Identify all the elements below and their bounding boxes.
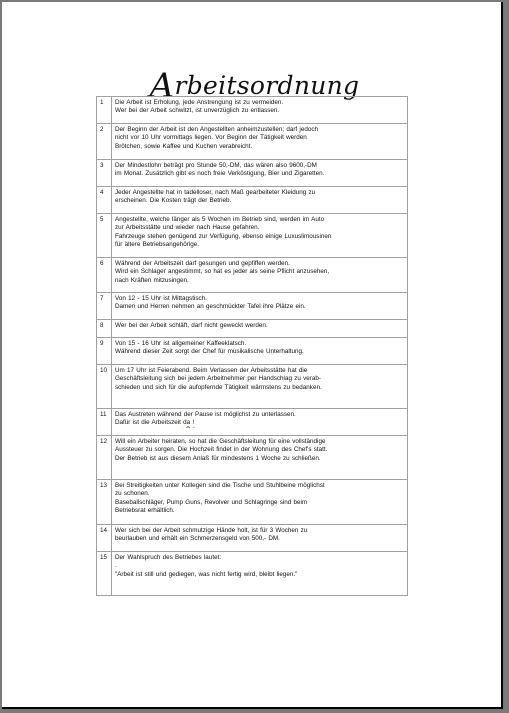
rule-text: [112, 320, 408, 338]
rule-row: [97, 124, 408, 160]
rule-row: [97, 187, 408, 214]
rule-number: 4: [97, 187, 112, 214]
rule-text-line: zur Arbeitsstätte und wieder nach Hause gefahren.: [115, 224, 260, 232]
rule-text-line: zu schonen.: [115, 490, 150, 498]
rule-number: 1: [97, 97, 112, 124]
rule-text-line: Will ein Arbeiter heiraten, so hat die Geschäftsleitung für eine vollständige: [115, 438, 326, 445]
rule-text-line: Während der Arbeitszeit darf gesungen und gepfiffen werden.: [115, 260, 290, 267]
rule-text-line: nicht vor 10 Uhr vormittags liegen. Vor Beginn der Tätigkeit werden: [115, 134, 307, 142]
rule-text-line: Von 15 - 16 Uhr ist allgemeiner Kaffeeklatsch.: [115, 340, 247, 347]
rule-row: [97, 365, 408, 409]
rule-text-line: Betriebsrat erhältlich.: [115, 507, 175, 515]
rule-number: 5: [97, 214, 112, 258]
rule-row: [97, 293, 408, 320]
rule-text: [112, 124, 408, 160]
rule-row: [97, 338, 408, 365]
rule-text-line: Der Beginn der Arbeit ist den Angestellten anheimzustellen; darf jedoch: [115, 126, 318, 133]
rule-number: 12: [97, 436, 112, 480]
rule-text-line: Der Wahlspruch des Betriebes lautet:: [115, 554, 222, 561]
rule-number: 2: [97, 124, 112, 160]
rule-text-line: Wird ein Schlager angestimmt, so hat es jeder als seine Pflicht anzusehen,: [115, 268, 330, 276]
rule-text: [112, 187, 408, 214]
rule-text-line: Während dieser Zeit sorgt der Chef für musikalische Unterhaltung.: [115, 348, 304, 356]
rule-number: 9: [97, 338, 112, 365]
rule-text-line: Fahrzeuge stehen genügend zur Verfügung, ebenso einige Luxuslimousinen: [115, 232, 332, 240]
rule-text-line: Aussteuer zu sorgen. Die Hochzeit findet in der Wohnung des Chef's statt.: [115, 446, 328, 454]
rule-text-line: .: [115, 562, 117, 570]
rule-number: 6: [97, 258, 112, 293]
rule-number: 13: [97, 480, 112, 525]
rule-row: [97, 436, 408, 480]
rule-text-line: Von 12 - 15 Uhr ist Mittagstisch.: [115, 295, 207, 302]
rule-text-line: Dafür ist die Arbeitszeit da !: [115, 419, 195, 427]
rule-text-line: Der Mindestlohn beträgt pro Stunde 50,-DM, das wären also 9600,-DM: [115, 162, 317, 169]
rule-number: 11: [97, 409, 112, 436]
rule-text-line: Das Austreten während der Pause ist möglichst zu unterlassen.: [115, 411, 296, 418]
rule-text-line: im Monat. Zusätzlich gibt es noch freie Verköstigung, Bier und Zigaretten.: [115, 170, 325, 178]
rule-text: [112, 365, 408, 409]
rule-text-line: "Arbeit ist still und gediegen, was nicht fertig wird, bleibt liegen.": [115, 570, 298, 578]
rule-text-line: Wer bei der Arbeit schwitzt, ist unverzüglich zu entlassen.: [115, 107, 280, 115]
rule-text-line: Damen und Herren nehmen an geschmückter Tafel ihre Plätze ein.: [115, 303, 306, 311]
spellcheck-mark: da !: [183, 419, 195, 427]
rule-text-line: Geschäftsleitung sich bei jedem Arbeitnehmer per Handschlag zu verab-: [115, 375, 321, 383]
rule-text: [112, 409, 408, 436]
title-rest: rbeitsordnung: [174, 71, 360, 100]
rule-text-line: nach Kräften mitzusingen.: [115, 276, 189, 284]
rule-text-line: Baseballschläger, Pump Guns, Revolver und Schlagringe sind beim: [115, 498, 308, 506]
rule-text: [112, 97, 408, 124]
rule-row: [97, 552, 408, 596]
rule-row: [97, 320, 408, 338]
rule-number: 10: [97, 365, 112, 409]
rule-text: [112, 480, 408, 525]
rule-row: [97, 214, 408, 258]
rule-number: 8: [97, 320, 112, 338]
rule-text-line: Wer bei der Arbeit schläft, darf nicht geweckt werden.: [115, 322, 268, 329]
rule-number: 3: [97, 160, 112, 187]
rule-text-line: Bei Streitigkeiten unter Kollegen sind die Tische und Stuhlbeine möglichst: [115, 482, 325, 489]
rule-text: [112, 338, 408, 365]
rule-text-line: erscheinen. Die Kosten trägt der Betrieb.: [115, 197, 232, 205]
rule-text: [112, 258, 408, 293]
rule-text: [112, 160, 408, 187]
rule-row: [97, 525, 408, 552]
rule-text: [112, 525, 408, 552]
rule-text-line: beurlauben und erhält ein Schmerzensgeld von 500,- DM.: [115, 535, 280, 543]
rule-text: [112, 293, 408, 320]
rule-text-line: Jeder Angestellte hat in tadelloser, nach Maß gearbeiteter Kleidung zu: [115, 189, 316, 196]
rule-text-line: Wer sich bei der Arbeit schmutzige Hände holt, ist für 3 Wochen zu: [115, 527, 308, 534]
rule-number: 15: [97, 552, 112, 596]
rule-text-line: Brötchen, sowie Kaffee und Kuchen verabreicht.: [115, 142, 253, 150]
rule-text: [112, 436, 408, 480]
rule-text-line: Um 17 Uhr ist Feierabend. Beim Verlassen der Arbeitsstätte hat die: [115, 367, 308, 374]
rule-row: [97, 258, 408, 293]
rule-row: [97, 409, 408, 436]
rule-text: [112, 214, 408, 258]
rules-table: [96, 96, 408, 596]
rule-number: 7: [97, 293, 112, 320]
title-initial: A: [149, 66, 175, 106]
rule-text-line: Angestellte, welche länger als 5 Wochen im Betrieb sind, werden im Auto: [115, 216, 325, 223]
rule-row: [97, 480, 408, 525]
rule-text: [112, 552, 408, 596]
rule-text-line: schieden und sich für die aufopfernde Tätigkeit wärmstens zu bedanken.: [115, 383, 322, 391]
rule-number: 14: [97, 525, 112, 552]
rule-row: [97, 97, 408, 124]
rule-text-line: Die Arbeit ist Erholung, jede Anstrengung ist zu vermeiden.: [115, 99, 284, 106]
rule-text-line: für ältere Betriebsangehörige.: [115, 241, 199, 249]
rule-row: [97, 160, 408, 187]
rule-text-line: Der Betrieb ist aus diesem Anlaß für mindestens 1 Woche zu schließen.: [115, 454, 321, 462]
